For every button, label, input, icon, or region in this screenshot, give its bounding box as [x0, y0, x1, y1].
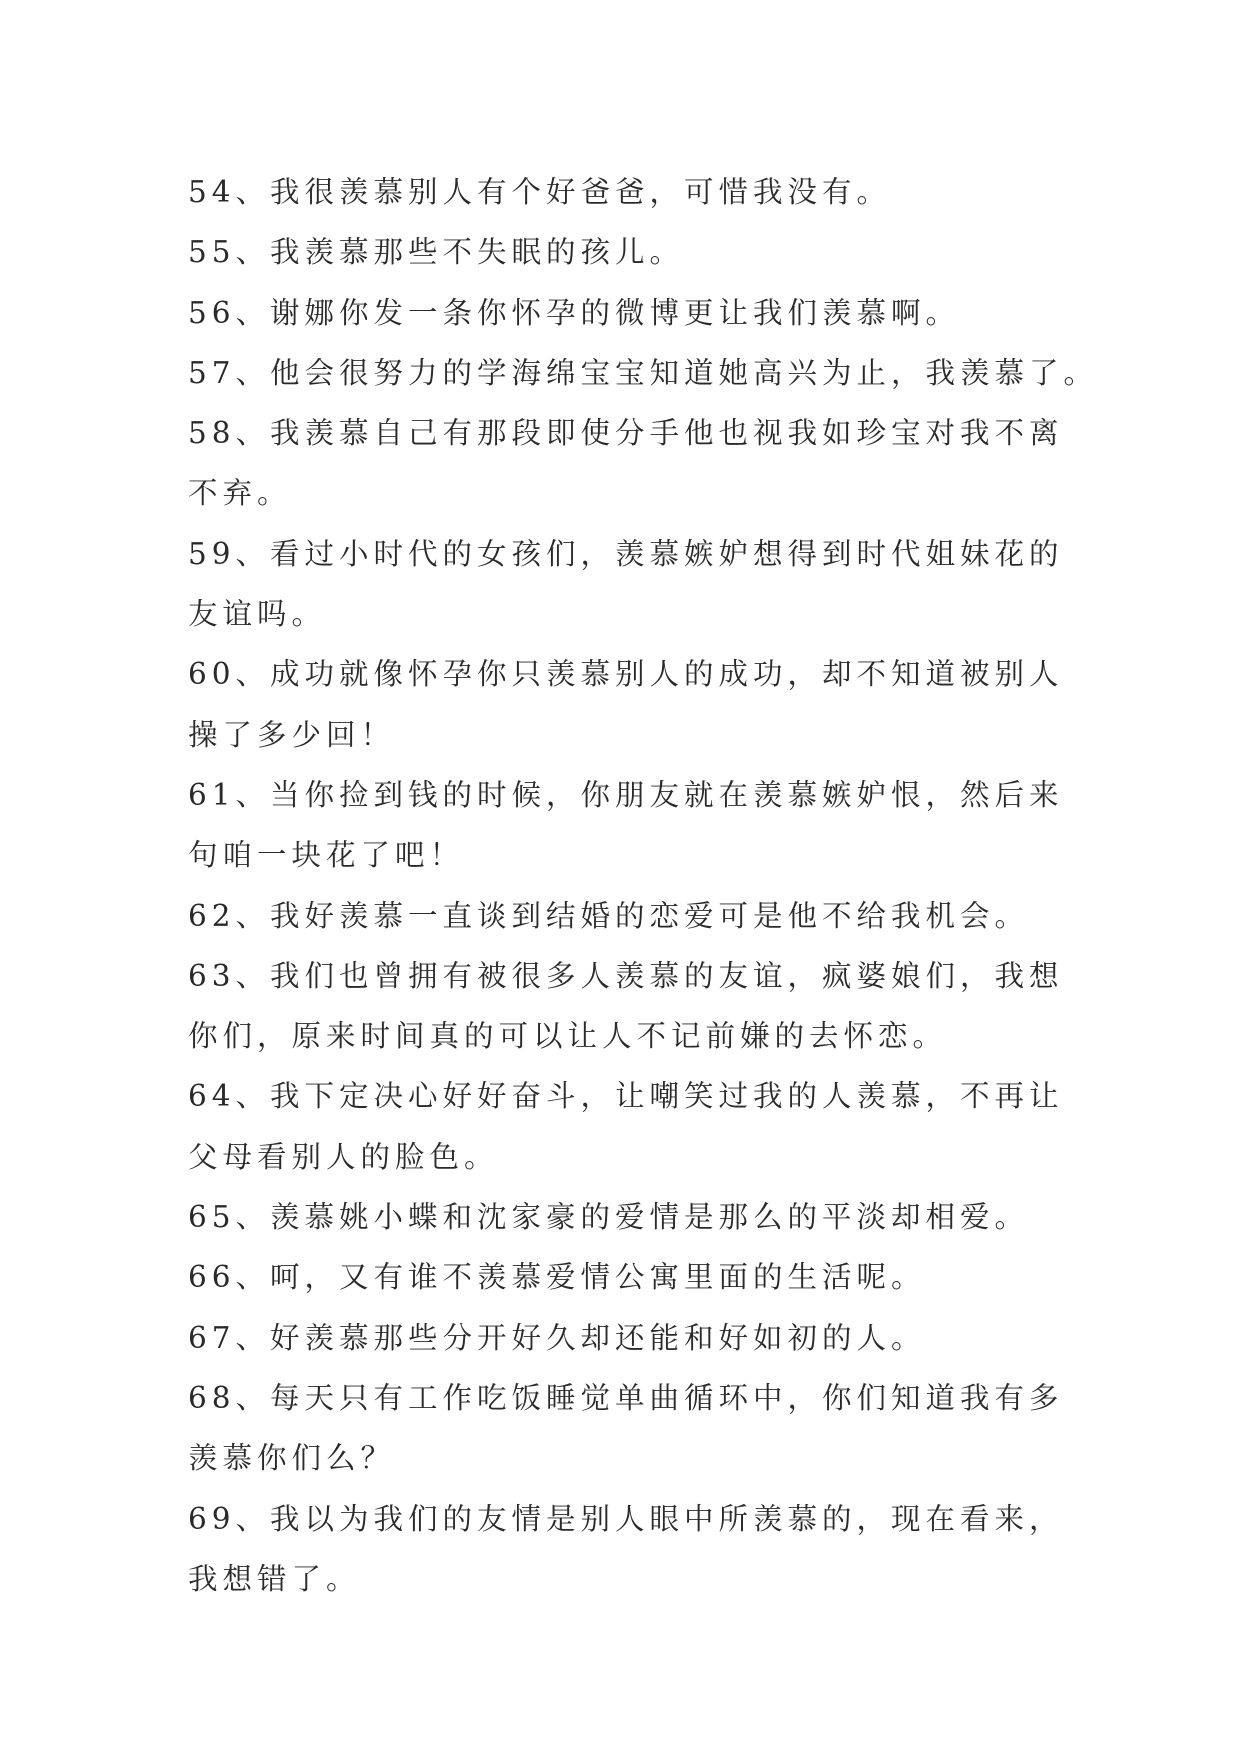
list-item: 57、他会很努力的学海绵宝宝知道她高兴为止，我羡慕了。: [188, 355, 1099, 390]
list-item: 59、看过小时代的女孩们，羡慕嫉妒想得到时代姐妹花的友谊吗。: [188, 536, 1064, 632]
list-item: 69、我以为我们的友情是别人眼中所羡慕的，现在看来，我想错了。: [188, 1501, 1064, 1596]
list-item: 58、我羡慕自己有那段即使分手他也视我如珍宝对我不离不弃。: [188, 416, 1064, 511]
list-item: 62、我好羡慕一直谈到结婚的恋爱可是他不给我机会。: [188, 898, 1030, 933]
list-item: 56、谢娜你发一条你怀孕的微博更让我们羡慕啊。: [188, 295, 961, 330]
list-item: 64、我下定决心好好奋斗，让嘲笑过我的人羡慕，不再让父母看别人的脸色。: [188, 1079, 1064, 1174]
list-item: 61、当你捡到钱的时候，你朋友就在羡慕嫉妒恨，然后来句咱一块花了吧！: [188, 777, 1064, 873]
list-item: 66、呵，又有谁不羡慕爱情公寓里面的生活呢。: [188, 1260, 926, 1295]
list-item: 54、我很羡慕别人有个好爸爸，可惜我没有。: [188, 175, 892, 209]
list-item: 55、我羡慕那些不失眠的孩儿。: [188, 235, 685, 270]
list-item: 68、每天只有工作吃饭睡觉单曲循环中，你们知道我有多羡慕你们么？: [188, 1380, 1064, 1476]
list-item: 60、成功就像怀孕你只羡慕别人的成功，却不知道被别人操了多少回！: [188, 657, 1064, 752]
document-body: [188, 162, 1099, 1609]
list-item: 65、羡慕姚小蝶和沈家豪的爱情是那么的平淡却相爱。: [188, 1200, 1030, 1235]
list-item: 63、我们也曾拥有被很多人羡慕的友谊，疯婆娘们，我想你们，原来时间真的可以让人不记前嫌的去怀恋。: [188, 958, 1064, 1054]
list-item: 67、好羡慕那些分开好久却还能和好如初的人。: [188, 1320, 926, 1355]
